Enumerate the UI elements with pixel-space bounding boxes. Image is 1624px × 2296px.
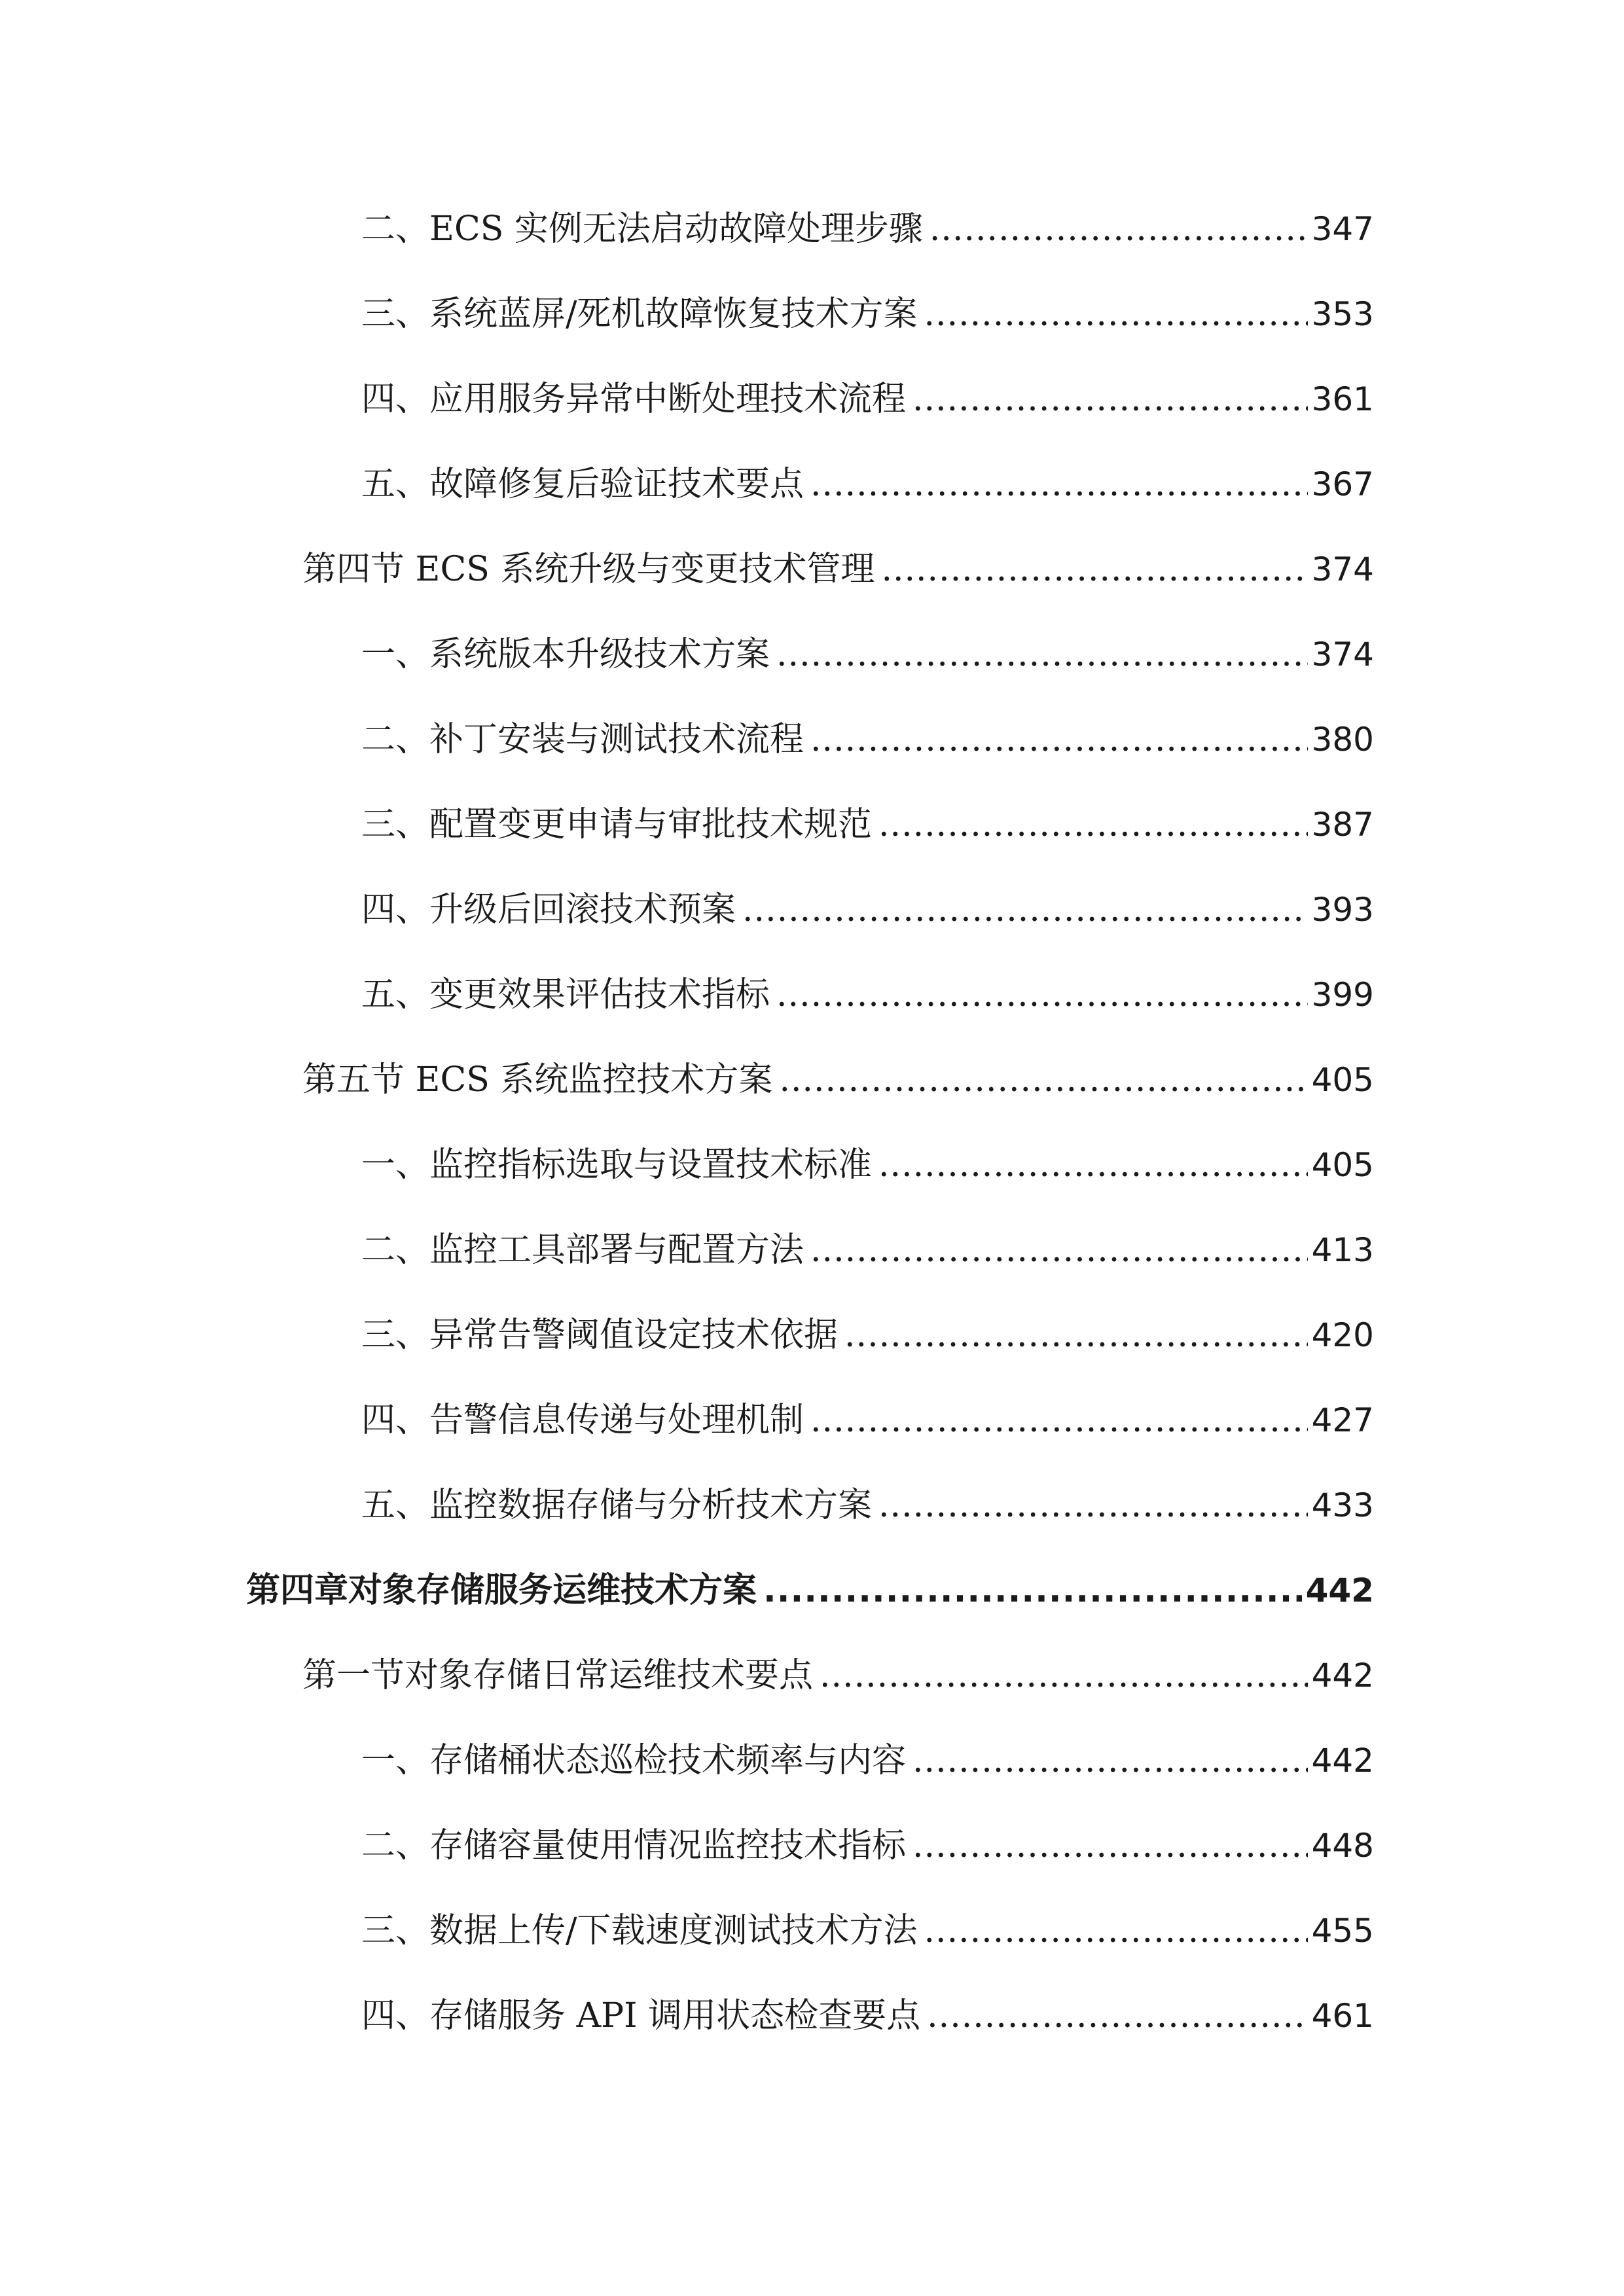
toc-section-entry[interactable] [302,543,1374,596]
toc-entry[interactable] [361,1734,1374,1787]
toc-entry[interactable] [361,798,1374,851]
toc-entry[interactable] [361,288,1374,340]
toc-dot-leader [810,1224,1308,1276]
toc-chapter-entry[interactable] [246,1564,1374,1617]
toc-entry-page: 367 [1311,465,1374,503]
toc-dot-leader [776,628,1308,681]
toc-section-entry[interactable] [302,1649,1374,1702]
toc-entry[interactable] [361,628,1374,681]
toc-entry-page: 427 [1311,1401,1374,1439]
toc-entry-title: 二、ECS 实例无法启动故障处理步骤 [361,209,923,249]
toc-entry-page: 448 [1311,1827,1374,1865]
toc-dot-leader [924,1905,1308,1957]
toc-entry-page: 442 [1305,1571,1374,1609]
toc-dot-leader [924,288,1308,340]
toc-entry[interactable] [361,713,1374,766]
toc-entry-title: 三、配置变更申请与审批技术规范 [361,805,873,844]
toc-dot-leader [820,1649,1308,1702]
toc-section-entry[interactable] [302,1054,1374,1106]
toc-entry-title: 第五节 ECS 系统监控技术方案 [302,1060,773,1100]
toc-entry-title: 四、应用服务异常中断处理技术流程 [361,380,907,419]
toc-entry-page: 387 [1311,806,1374,844]
toc-dot-leader [912,1734,1308,1787]
toc-dot-leader [912,1820,1308,1872]
toc-entry-title: 三、数据上传/下载速度测试技术方法 [361,1911,918,1950]
toc-entry-page: 442 [1311,1657,1374,1695]
toc-dot-leader [810,713,1308,766]
toc-entry-title: 一、监控指标选取与设置技术标准 [361,1145,873,1185]
toc-entry[interactable] [361,1394,1374,1446]
toc-dot-leader [912,373,1308,425]
toc-entry-title: 五、监控数据存储与分析技术方案 [361,1486,873,1525]
toc-entry-page: 353 [1311,295,1374,333]
toc-entry[interactable] [361,969,1374,1021]
toc-entry-title: 一、系统版本升级技术方案 [361,635,770,674]
toc-dot-leader [776,969,1308,1021]
toc-dot-leader [878,798,1308,851]
toc-entry-title: 二、监控工具部署与配置方法 [361,1230,804,1270]
toc-entry[interactable] [361,1309,1374,1361]
toc-entry-page: 361 [1311,380,1374,418]
toc-dot-leader [878,1479,1308,1532]
toc-entry[interactable] [361,1139,1374,1191]
toc-entry-title: 一、存储桶状态巡检技术频率与内容 [361,1741,907,1780]
toc-dot-leader [742,884,1308,936]
toc-dot-leader [927,1990,1307,2042]
toc-entry[interactable] [361,884,1374,936]
toc-entry-page: 393 [1311,891,1374,929]
toc-entry[interactable] [361,203,1374,255]
toc-entry-title: 四、升级后回滚技术预案 [361,890,736,929]
toc-entry-page: 442 [1311,1742,1374,1780]
toc-entry-title: 三、系统蓝屏/死机故障恢复技术方案 [361,295,918,334]
toc-entry[interactable] [361,1990,1374,2042]
toc-entry-title: 二、存储容量使用情况监控技术指标 [361,1826,907,1865]
toc-entry-page: 399 [1311,976,1374,1014]
toc-entry-title: 五、故障修复后验证技术要点 [361,465,804,504]
toc-entry-title: 第四节 ECS 系统升级与变更技术管理 [302,550,875,589]
toc-entry-page: 374 [1311,550,1374,588]
toc-entry-page: 347 [1311,210,1374,248]
toc-entry[interactable] [361,1820,1374,1872]
toc-dot-leader [881,543,1307,596]
toc-entry[interactable] [361,1479,1374,1532]
toc-entry-page: 405 [1311,1146,1374,1184]
toc-entry-page: 461 [1311,1997,1374,2035]
toc-dot-leader [810,458,1308,511]
toc-entry-title: 四、告警信息传递与处理机制 [361,1401,804,1440]
toc-dot-leader [844,1309,1308,1361]
toc-entry-page: 455 [1311,1912,1374,1950]
toc-entry-page: 374 [1311,636,1374,673]
toc-dot-leader [878,1139,1308,1191]
toc-entry-title: 四、存储服务 API 调用状态检查要点 [361,1996,921,2036]
toc-entry-page: 405 [1311,1061,1374,1099]
toc-entry-title: 第一节对象存储日常运维技术要点 [302,1656,814,1695]
toc-dot-leader [763,1564,1302,1617]
toc-entry-title: 第四章对象存储服务运维技术方案 [246,1571,757,1610]
toc-entry-title: 三、异常告警阈值设定技术依据 [361,1316,839,1355]
toc-dot-leader [929,203,1308,255]
toc-entry[interactable] [361,458,1374,511]
toc-dot-leader [810,1394,1308,1446]
toc-entry-title: 二、补丁安装与测试技术流程 [361,720,804,759]
toc-entry[interactable] [361,1224,1374,1276]
toc-entry[interactable] [361,1905,1374,1957]
toc-entry-page: 433 [1311,1486,1374,1524]
toc-entry-title: 五、变更效果评估技术指标 [361,975,770,1014]
toc-entry-page: 420 [1311,1316,1374,1354]
toc-entry[interactable] [361,373,1374,425]
toc-entry-page: 380 [1311,721,1374,759]
toc-dot-leader [779,1054,1307,1106]
toc-entry-page: 413 [1311,1231,1374,1269]
